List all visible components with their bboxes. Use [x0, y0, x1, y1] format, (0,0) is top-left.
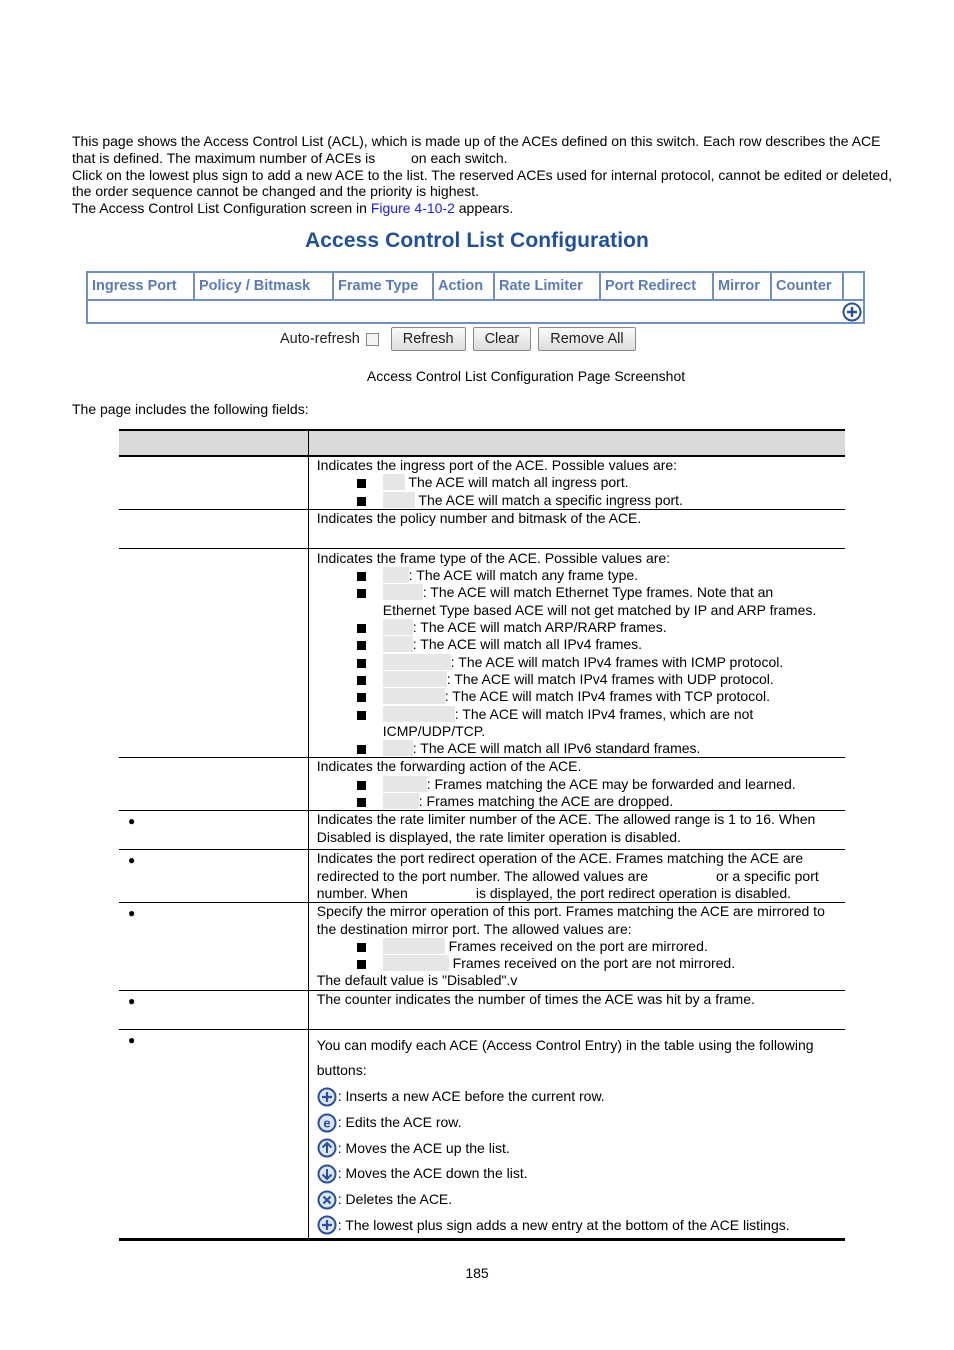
down-button-row: : Moves the ACE down the list. [317, 1161, 839, 1187]
add-ace-plus-icon[interactable] [842, 302, 862, 322]
auto-refresh-checkbox[interactable] [366, 333, 379, 346]
auto-refresh-label: Auto-refresh [280, 331, 360, 347]
table-row: Indicates the forwarding action of the ACE. : Frames matching the ACE may be forwarded and learned. : Frames matching the ACE are dropped. [119, 758, 845, 811]
fields-table-header [119, 430, 845, 456]
plus-circle-icon [317, 1087, 337, 1107]
svg-text:e: e [323, 1115, 331, 1131]
table-row: Indicates the policy number and bitmask of the ACE. [119, 509, 845, 548]
fields-intro: The page includes the following fields: [72, 401, 309, 417]
fields-table [119, 429, 845, 1241]
edit-circle-icon [317, 1113, 337, 1133]
intro-text [72, 133, 892, 217]
table-row: ● Specify the mirror operation of this port. Frames matching the ACE are mirrored to the destination mirror port. The allowed values are: Frames received on the port are mirrored. Frames received on the port are not mirrored. The default value is "Disabled".v [119, 903, 845, 990]
acl-table-header [88, 273, 863, 301]
column-frame-type: Frame Type [334, 273, 434, 299]
up-button-row: : Moves the ACE up the list. [317, 1136, 839, 1162]
bullet-dot: ● [128, 814, 136, 829]
delete-button-row: : Deletes the ACE. [317, 1187, 839, 1213]
edit-button-row: e : Edits the ACE row. [317, 1110, 839, 1136]
table-row: ● The counter indicates the number of times the ACE was hit by a frame. [119, 990, 845, 1029]
column-action: Action [434, 273, 495, 299]
column-policy-bitmask: Policy / Bitmask [195, 273, 334, 299]
bullet-dot: ● [128, 853, 136, 868]
panel-title: Access Control List Configuration [305, 229, 649, 252]
column-rate-limiter: Rate Limiter [495, 273, 601, 299]
column-port-redirect: Port Redirect [601, 273, 714, 299]
table-row: ● Indicates the port redirect operation of the ACE. Frames matching the ACE are redirected to the port number. The allowed values are or a specific port number. When is displayed, the port redirect operation is disabled. [119, 850, 845, 903]
arrow-up-circle-icon [317, 1138, 337, 1158]
table-row: ● You can modify each ACE (Access Control Entry) in the table using the following buttons: : Inserts a new ACE before the current row. e : Edits the ACE row. : Moves the ACE up the list. : Moves the ACE down the list. : Deletes the ACE. : The lowest plus sign adds a new entry at the bottom of the ACE listings. [119, 1029, 845, 1240]
refresh-button[interactable]: Refresh [391, 327, 466, 351]
intro-paragraph-2: Click on the lowest plus sign to add a new ACE to the list. The reserved ACEs used for internal protocol, cannot be edited or deleted, the order sequence cannot be changed and the priority is highest. [72, 166, 892, 200]
bullet-dot: ● [128, 993, 136, 1008]
table-row: Indicates the ingress port of the ACE. Possible values are: The ACE will match all ingress port. The ACE will match a specific ingress port. [119, 456, 845, 509]
column-mirror: Mirror [714, 273, 772, 299]
header-object [119, 430, 308, 456]
figure-link[interactable]: Figure 4-10-2 [370, 200, 455, 217]
bullet-dot: ● [128, 906, 136, 921]
add-button-row: : The lowest plus sign adds a new entry at the bottom of the ACE listings. [317, 1213, 839, 1239]
bullet-dot: ● [128, 1032, 136, 1047]
table-row: ● Indicates the rate limiter number of the ACE. The allowed range is 1 to 16. When Disabled is displayed, the rate limiter operation is disabled. [119, 811, 845, 850]
clear-button[interactable]: Clear [473, 327, 532, 351]
delete-circle-icon [317, 1190, 337, 1210]
header-description [308, 430, 845, 456]
figure-caption: Access Control List Configuration Page Screenshot [366, 368, 686, 384]
intro-paragraph-1: This page shows the Access Control List (ACL), which is made up of the ACEs defined on this switch. Each row describes the ACE that is defined. The maximum number of ACEs is on each switch. [72, 133, 881, 166]
page-number: 185 [465, 1265, 489, 1281]
table-row: Indicates the frame type of the ACE. Possible values are: : The ACE will match any frame type. : The ACE will match Ethernet Type frames. Note that an Ethernet Type based ACE will not get matched by IP and ARP frames. : The ACE will match ARP/RARP frames. : The ACE will match all IPv4 frames. : The ACE will match IPv4 frames with ICMP protocol. : The ACE will match IPv4 frames with UDP protocol. : The ACE will match IPv4 frames with TCP protocol. : The ACE will match IPv4 frames, which are not ICMP/UDP/TCP. : The ACE will match all IPv6 standard frames. [119, 548, 845, 758]
insert-button-row: : Inserts a new ACE before the current row. [317, 1084, 839, 1110]
intro-paragraph-3: The Access Control List Configuration screen in Figure 4-10-2 appears. [72, 200, 514, 217]
plus-circle-icon [317, 1215, 337, 1235]
column-ingress-port: Ingress Port [88, 273, 195, 299]
panel-controls [280, 327, 643, 351]
arrow-down-circle-icon [317, 1164, 337, 1184]
column-actions [844, 273, 863, 299]
column-counter: Counter [772, 273, 844, 299]
remove-all-button[interactable]: Remove All [538, 327, 635, 351]
acl-table [86, 271, 865, 324]
